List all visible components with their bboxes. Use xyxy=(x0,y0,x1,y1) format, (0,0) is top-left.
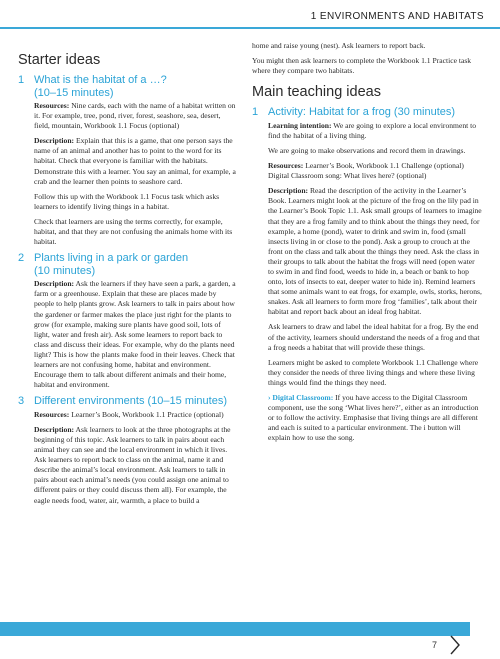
description-label: Description: xyxy=(34,279,75,289)
description-paragraph xyxy=(34,279,238,390)
chapter-title: 1 ENVIRONMENTS AND HABITATS xyxy=(310,11,484,22)
activity-1-body xyxy=(18,101,238,247)
resources-text: Learner’s Book, Workbook 1.1 Practice (optional) xyxy=(69,409,224,419)
description-label: Description: xyxy=(34,136,75,146)
description-paragraph xyxy=(268,186,482,317)
activity-time: (10 minutes) xyxy=(34,264,96,277)
activity-number: 2 xyxy=(18,252,25,265)
body-paragraph: Follow this up with the Workbook 1.1 Focus task which asks learners to identify living things in a habitat. xyxy=(34,191,220,211)
activity-time: (10–15 minutes) xyxy=(34,86,114,99)
running-header xyxy=(0,0,500,30)
resources-label: Resources: xyxy=(34,409,70,419)
main-activity-1-header xyxy=(252,106,482,119)
resources-label: Resources: xyxy=(268,161,304,171)
resources-text: Learner’s Book, Workbook 1.1 Challenge (optional) Digital Classroom song: What lives here? (optional) xyxy=(268,161,464,181)
learning-intention-text: We are going to explore a local environment to find the habitat of a living thing. xyxy=(268,120,477,140)
digital-classroom-label: › Digital Classroom: xyxy=(268,393,334,403)
header-rule xyxy=(0,27,500,29)
main-teaching-ideas-heading: Main teaching ideas xyxy=(252,84,381,101)
body-paragraph: Ask learners to draw and label the ideal habitat for a frog. By the end of the activity, learners should understand the needs of a frog and that a frog needs a habitat that will provide these things. xyxy=(268,322,480,352)
continued-paragraph: You might then ask learners to complete the Workbook 1.1 Practice task where they compare two habitats. xyxy=(252,56,472,76)
chevron-right-icon[interactable] xyxy=(448,634,462,656)
description-label: Description: xyxy=(268,186,309,196)
digital-classroom-text: If you have access to the Digital Classroom component, use the song ‘What lives here?’, either as an introduction or to follow the activity. Emphasise that living things are all different and each is suited to a particular environment. The i button will explain how to use the song. xyxy=(268,393,479,443)
description-text: Ask the learners if they have seen a park, a garden, a farm or a greenhouse. Explain that these are places made by people to help plants grow. Ask learners to talk in pairs about how the gardener or farmer makes the place just right for the plants to grow (for example, making sure plants have good soil, lots of light, water and fresh air). Ask some learners to report back to class and discuss their ideas. For example, why do the plants need light? This is how the plants make food in their leaves. Check that learners are not confusing home, habitat and environment. Encourage them to talk about different animals and their home, habitat and environment. xyxy=(34,279,236,390)
body-paragraph: Check that learners are using the terms correctly, for example, habitat, and that they are not confusing the animals home with its habitat. xyxy=(34,216,233,247)
footer-bar xyxy=(0,622,470,636)
description-paragraph xyxy=(34,425,238,506)
learning-intention-paragraph xyxy=(268,121,482,141)
description-text: Explain that this is a game, that one person says the name of an animal and another has to point to the word for its habitat. Check that everyone is familiar with the habitats. Demonstrate this with a learner. You say an animal, for example, a crab and the learner then points to seashore card. xyxy=(34,136,236,186)
learning-intention-label: Learning intention: xyxy=(268,120,332,130)
activity-2-body xyxy=(18,279,238,390)
digital-classroom-paragraph xyxy=(268,393,482,443)
continued-paragraph: home and raise young (nest). Ask learners to report back. xyxy=(252,41,426,50)
resources-paragraph xyxy=(268,161,482,181)
activity-number: 3 xyxy=(18,395,25,408)
resources-paragraph xyxy=(34,101,238,131)
resources-label: Resources: xyxy=(34,101,70,110)
body-paragraph: Learners might be asked to complete Workbook 1.1 Challenge where they consider the needs of three living things and where these living things would find the things they need. xyxy=(268,357,479,387)
resources-text: Nine cards, each with the name of a habitat written on it. For example, tree, pond, river, forest, seashore, sea, desert, field, mountain, Workbook 1.1 Focus (optional) xyxy=(34,101,236,131)
right-column xyxy=(252,41,482,449)
resources-paragraph xyxy=(34,410,238,420)
description-paragraph xyxy=(34,136,238,186)
activity-title: Activity: Habitat for a frog (30 minutes) xyxy=(268,106,456,119)
activity-3-body xyxy=(18,410,238,506)
activity-2-header xyxy=(18,252,238,277)
activity-title: Different environments (10–15 minutes) xyxy=(34,395,228,408)
activity-1-header xyxy=(18,74,238,99)
activity-number: 1 xyxy=(18,74,25,86)
activity-3-header xyxy=(18,395,238,408)
description-text: Ask learners to look at the three photographs at the beginning of this topic. Ask learners to talk in pairs about each animal they can see and the local environment in which it lives. Ask learners to report back to class on the animal, name it and describe the animal’s local environment. Ask learners to talk in pairs about each animal’s needs (you could assign one animal to different pairs or they could discuss them all). For example, the eagle needs food, water, air, warmth, a place to build a xyxy=(34,424,231,505)
activity-number: 1 xyxy=(252,106,259,119)
description-text: Read the description of the activity in the Learner’s Book. Learners might look at the picture of the frog on the lily pad in the Learner’s Book Topic 1.1. Ask small groups of learners to imagine that they are a frog family and to think about the things they need, for example, a home (pond), water to drink and swim in, food (small insects living in or close to the pond). Ask a group to crouch at the front on the class and talk about the things they need. Ask the class in their groups to talk about the habitat the frogs will need (open water to swim in and find food, weeds to hide in, a beach or bank to hop onto, lots of insects to eat, deeper water to hide in). Remind learners that some animals want to eat frogs, for example, owls, storks, herons, snakes. Ask all learners to form more frog ‘families’, talk about their habitat and report back about an ideal frog habitat. xyxy=(268,186,482,317)
activity-title: What is the habitat of a …? xyxy=(34,74,167,86)
left-column xyxy=(18,52,238,511)
page-number: 7 xyxy=(432,640,438,650)
main-activity-1-body xyxy=(252,121,482,444)
starter-ideas-heading: Starter ideas xyxy=(18,52,101,68)
description-label: Description: xyxy=(34,424,75,434)
activity-title: Plants living in a park or garden xyxy=(34,252,189,265)
body-paragraph: We are going to make observations and record them in drawings. xyxy=(268,145,466,155)
